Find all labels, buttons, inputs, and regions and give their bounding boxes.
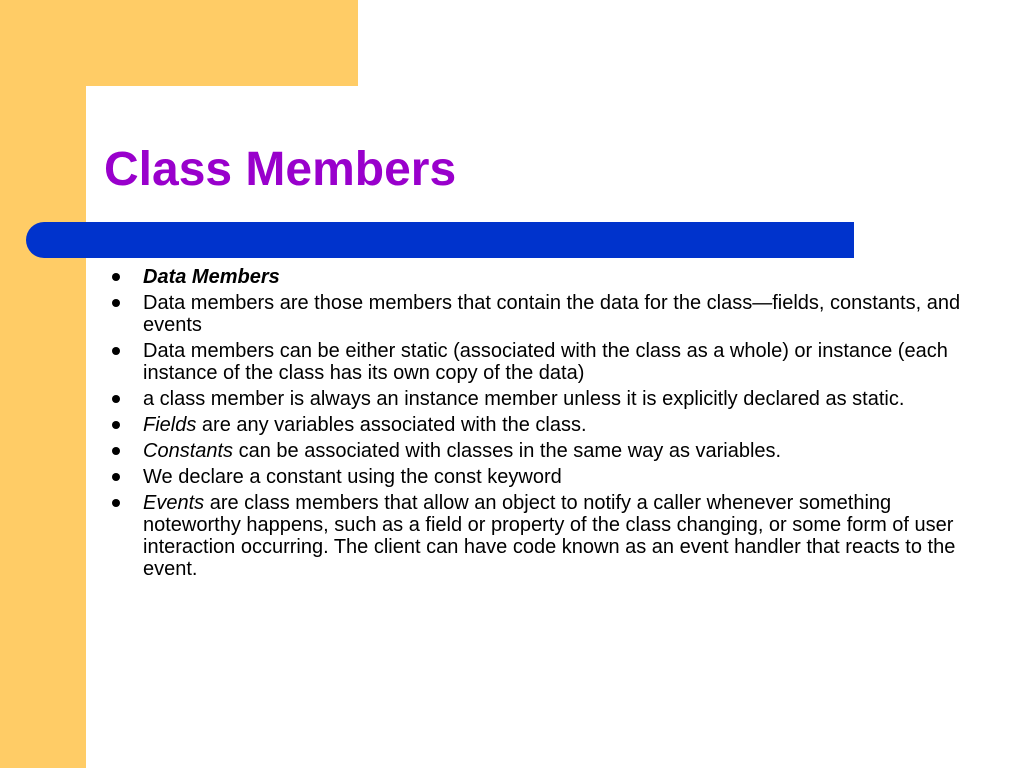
bullet-dot-icon [112, 421, 120, 429]
bullet-dot-icon [112, 299, 120, 307]
title-underline-bar [26, 222, 854, 258]
bullet-dot-icon [112, 347, 120, 355]
bullet-dot-icon [112, 273, 120, 281]
bullet-dot-icon [112, 499, 120, 507]
bullet-lead: Events [143, 492, 205, 514]
bullet-list [104, 266, 964, 584]
bullet-item [104, 388, 964, 410]
bullet-item [104, 340, 964, 384]
accent-strip [0, 0, 86, 768]
bullet-dot-icon [112, 447, 120, 455]
bullet-text: Data members are those members that contain the data for the class—fields, constants, and events [143, 292, 961, 336]
bullet-item [104, 292, 964, 336]
bullet-lead: Constants [143, 440, 234, 462]
bullet-dot-icon [112, 395, 120, 403]
bullet-item [104, 466, 964, 488]
accent-corner [86, 86, 146, 146]
slide-title: Class Members [104, 143, 457, 196]
bullet-text: Data members can be either static (associated with the class as a whole) or instance (each instance of the class has its own copy of the data) [143, 340, 948, 384]
bullet-item [104, 440, 964, 462]
bullet-text: are class members that allow an object to notify a caller whenever something noteworthy happens, such as a field or property of the class changing, or some form of user interaction occurring. The client can have code known as an event handler that reacts to the event. [143, 492, 956, 580]
bullet-text: can be associated with classes in the same way as variables. [233, 440, 782, 462]
bullet-text: a class member is always an instance member unless it is explicitly declared as static. [143, 388, 905, 410]
bullet-lead: Fields [143, 414, 197, 436]
bullet-item [104, 266, 964, 288]
bullet-lead: Data Members [143, 266, 280, 288]
bullet-text: We declare a constant using the const keyword [143, 466, 562, 488]
bullet-text: are any variables associated with the class. [196, 414, 587, 436]
bullet-item [104, 414, 964, 436]
bullet-dot-icon [112, 473, 120, 481]
bullet-item [104, 492, 964, 580]
